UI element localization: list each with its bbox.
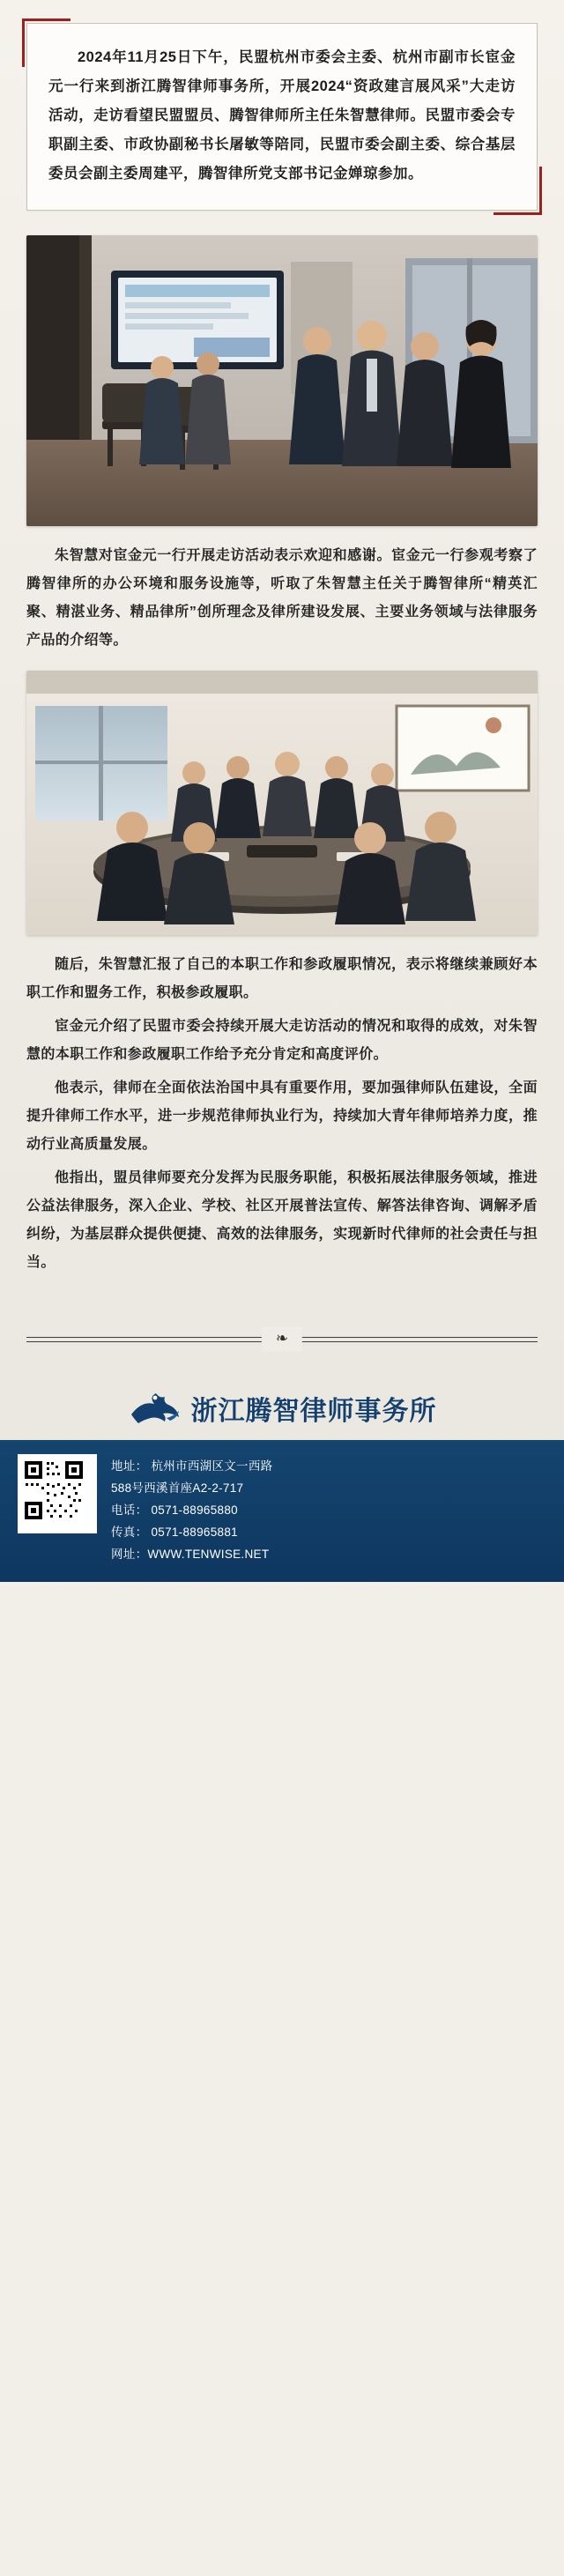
contact-info: [111, 1454, 272, 1566]
contact-line: 地址： 杭州市西湖区文一西路: [111, 1459, 273, 1473]
contact-line: 588号西溪首座A2-2-717: [111, 1481, 244, 1495]
qr-code[interactable]: [18, 1454, 97, 1533]
contact-line: 网址：WWW.TENWISE.NET: [111, 1547, 270, 1561]
article-paragraph: 随后，朱智慧汇报了自己的本职工作和参政履职情况，表示将继续兼顾好本职工作和盟务工作，积极参政履职。: [26, 957, 538, 1000]
article-photo-1: [26, 235, 538, 526]
footer-contact-bar: [0, 1440, 564, 1582]
article-paragraph: 他表示，律师在全面依法治国中具有重要作用，要加强律师队伍建设，全面提升律师工作水平，进一步规范律师执业行为，持续加大青年律师培养力度，推动行业高质量发展。: [26, 1080, 538, 1152]
intro-paragraph: 2024年11月25日下午，民盟杭州市委会主委、杭州市副市长宦金元一行来到浙江腾智律师事务所，开展2024“资政建言展风采”大走访活动，走访看望民盟盟员、腾智律师所主任朱智慧律师。民盟市委会专职副主委、市政协副秘书长屠敏等陪同，民盟市委会副主委、综合基层委员会副主委周建平，腾智律所党支部书记金婵琼参加。: [48, 49, 516, 182]
page-footer: [0, 1374, 564, 1582]
article-body: [0, 211, 564, 1302]
contact-line: 传真： 0571-88965881: [111, 1525, 238, 1539]
ornament-icon: ❧: [262, 1326, 302, 1351]
brand-row: [0, 1383, 564, 1440]
article-photo-2: [26, 671, 538, 935]
article-paragraph: 他指出，盟员律师要充分发挥为民服务职能，积极拓展法律服务领域，推进公益法律服务，深入企业、学校、社区开展普法宣传、解答法律咨询、调解矛盾纠纷，为基层群众提供便捷、高效的法律服务，实现新时代律师的社会责任与担当。: [26, 1170, 538, 1270]
intro-section: [0, 0, 564, 211]
article-paragraph: 宦金元介绍了民盟市委会持续开展大走访活动的情况和取得的成效，对朱智慧的本职工作和参政履职工作给予充分肯定和高度评价。: [26, 1019, 538, 1062]
section-divider: [26, 1325, 538, 1365]
contact-line: 电话： 0571-88965880: [111, 1503, 238, 1517]
firm-name: 浙江腾智律师事务所: [190, 1396, 437, 1426]
intro-card: [26, 23, 538, 211]
article-paragraph: 朱智慧对宦金元一行开展走访活动表示欢迎和感谢。宦金元一行参观考察了腾智律所的办公环境和服务设施等，听取了朱智慧主任关于腾智律所“精英汇聚、精湛业务、精品律所”创所理念及律所建设发展、主要业务领域与法律服务产品的介绍等。: [26, 548, 538, 648]
dragon-logo-icon: [128, 1388, 182, 1428]
